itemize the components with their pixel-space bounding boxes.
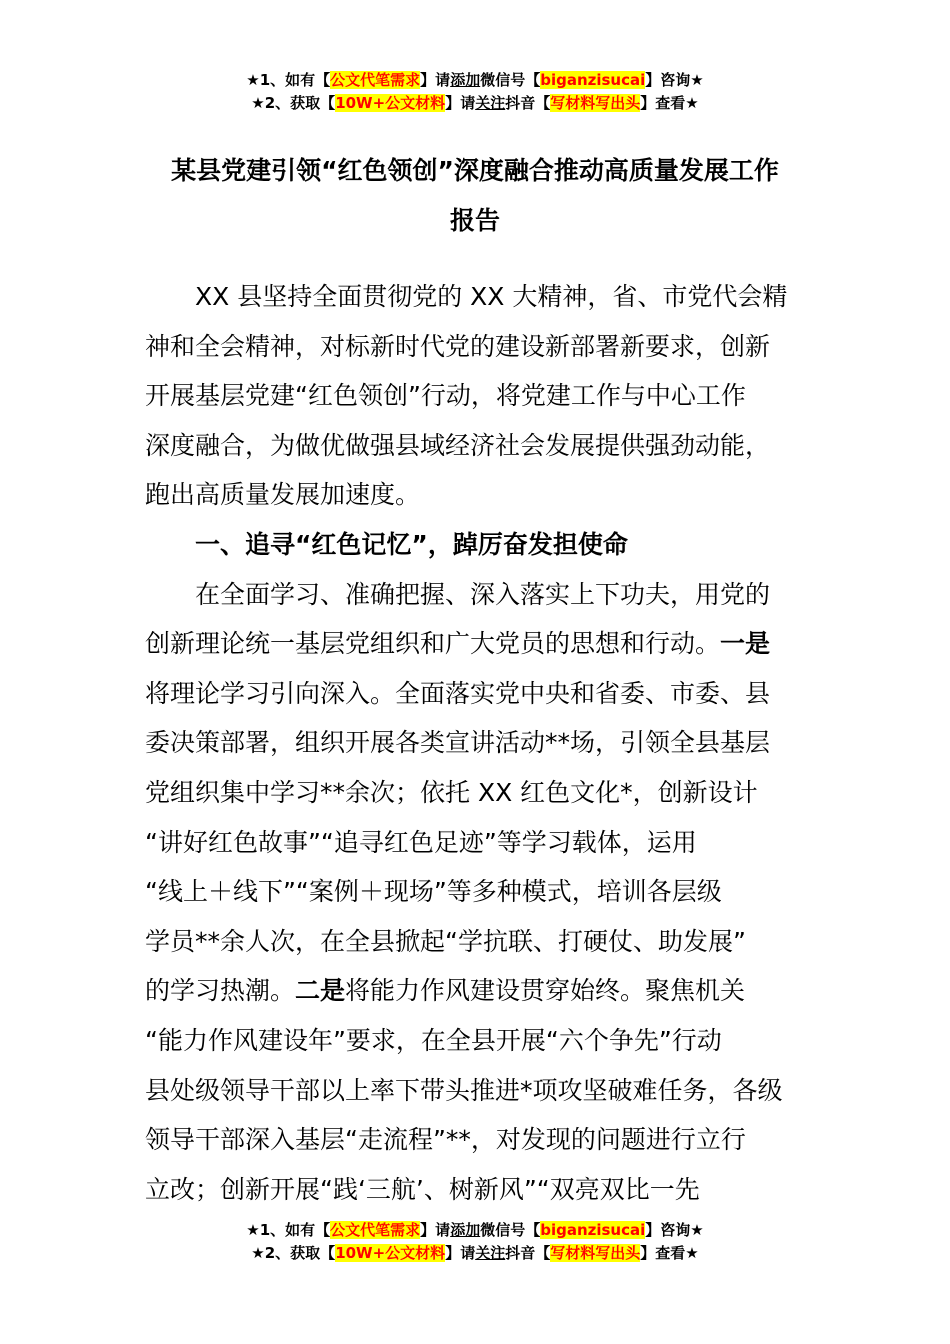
promo-banner-bottom <box>0 1219 950 1265</box>
promo-text: 】咨询★ <box>645 1221 704 1239</box>
promo-underline: 关注 <box>475 1244 506 1262</box>
body-bold-text: 二是 <box>295 976 346 1006</box>
section-heading: 一、追寻“红色记忆”，踔厉奋发担使命 <box>195 529 628 559</box>
promo-text: 】查看★ <box>640 94 699 112</box>
promo-text: ★2、获取【 <box>251 94 336 112</box>
document-title <box>140 146 810 246</box>
body-text: 的学习热潮。 <box>145 976 296 1006</box>
promo-text: 】请 <box>445 94 476 112</box>
promo-highlight: 10W+公文材料 <box>335 94 446 112</box>
promo-highlight: 公文代笔需求 <box>330 1221 421 1239</box>
document-body <box>145 272 807 1214</box>
promo-line-2 <box>0 1242 950 1265</box>
title-line: 某县党建引领“红色领创”深度融合推动高质量发展工作 <box>171 156 779 185</box>
body-line: 神和全会精神，对标新时代党的建设新部署新要求，创新 <box>145 331 771 361</box>
body-line: 立改；创新开展“践‘三航’、树新风”“双亮双比一先 <box>145 1174 700 1204</box>
promo-underline: 添加 <box>450 71 481 89</box>
promo-text: ★1、如有【 <box>246 1221 331 1239</box>
body-line: 跑出高质量发展加速度。 <box>145 480 421 510</box>
promo-text: 抖音【 <box>505 1244 551 1262</box>
body-line <box>145 966 807 1016</box>
promo-highlight: 写材料写出头 <box>550 1244 641 1262</box>
promo-underline: 添加 <box>450 1221 481 1239</box>
body-line: 县处级领导干部以上率下带头推进*项攻坚破难任务，各级 <box>145 1075 783 1105</box>
promo-text: ★1、如有【 <box>246 71 331 89</box>
promo-text: 】请 <box>420 71 451 89</box>
body-line <box>145 619 807 669</box>
body-bold-text: 一是 <box>720 629 771 659</box>
promo-text: 】咨询★ <box>645 71 704 89</box>
body-line: 学员**余人次，在全县掀起“学抗联、打硬仗、助发展” <box>145 926 746 956</box>
promo-text: 微信号【 <box>480 71 541 89</box>
body-line: “能力作风建设年”要求，在全县开展“六个争先”行动 <box>145 1025 722 1055</box>
promo-highlight: 写材料写出头 <box>550 94 641 112</box>
promo-text: 】请 <box>420 1221 451 1239</box>
body-text: 创新理论统一基层党组织和广大党员的思想和行动。 <box>145 629 721 659</box>
promo-text: 】请 <box>445 1244 476 1262</box>
promo-line-1 <box>0 1219 950 1242</box>
promo-underline: 关注 <box>475 94 506 112</box>
title-line: 报告 <box>449 206 500 235</box>
promo-line-1 <box>0 69 950 92</box>
body-line: 将理论学习引向深入。全面落实党中央和省委、市委、县 <box>145 678 771 708</box>
promo-text: ★2、获取【 <box>251 1244 336 1262</box>
promo-line-2 <box>0 92 950 115</box>
body-line: 深度融合，为做优做强县域经济社会发展提供强劲动能， <box>145 430 771 460</box>
body-line: 领导干部深入基层“走流程”**，对发现的问题进行立行 <box>145 1125 746 1155</box>
body-line: 在全面学习、准确把握、深入落实上下功夫，用党的 <box>195 579 771 609</box>
promo-highlight: 公文代笔需求 <box>330 71 421 89</box>
promo-banner-top <box>0 69 950 115</box>
body-line: XX 县坚持全面贯彻党的 XX 大精神，省、市党代会精 <box>195 282 788 311</box>
promo-text: 抖音【 <box>505 94 551 112</box>
promo-highlight: biganzisucai <box>540 1221 646 1239</box>
promo-text: 】查看★ <box>640 1244 699 1262</box>
promo-highlight: biganzisucai <box>540 71 646 89</box>
body-line: “讲好红色故事”“追寻红色足迹”等学习载体，运用 <box>145 827 697 857</box>
body-line: 委决策部署，组织开展各类宣讲活动**场，引领全县基层 <box>145 728 771 758</box>
body-text: 将能力作风建设贯穿始终。聚焦机关 <box>345 976 746 1006</box>
body-line: “线上＋线下”“案例＋现场”等多种模式，培训各层级 <box>145 877 722 907</box>
body-line: 开展基层党建“红色领创”行动，将党建工作与中心工作 <box>145 381 746 411</box>
body-line: 党组织集中学习**余次；依托 XX 红色文化*，创新设计 <box>145 777 758 807</box>
promo-highlight: 10W+公文材料 <box>335 1244 446 1262</box>
promo-text: 微信号【 <box>480 1221 541 1239</box>
